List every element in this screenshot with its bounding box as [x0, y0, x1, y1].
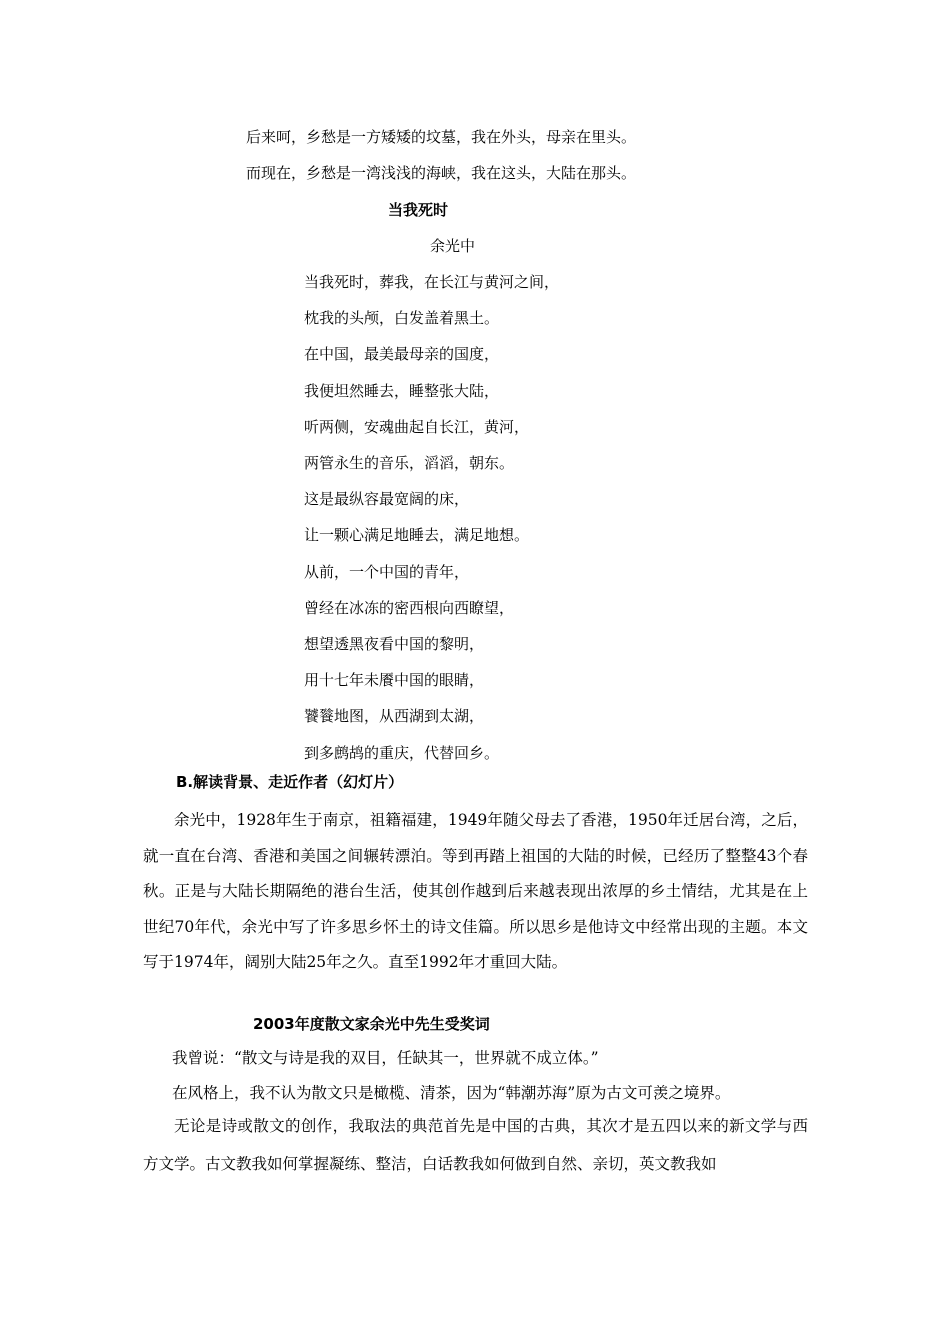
poem-title: 当我死时: [388, 201, 449, 219]
section-b-paragraph: 余光中，1928年生于南京，祖籍福建，1949年随父母去了香港，1950年迁居台湾，之后，就一直在台湾、香港和美国之间辗转漂泊。等到再踏上祖国的大陆的时候，已经历了整整43个春秋。正是与大陆长期隔绝的港台生活，使其创作越到后来越表现出浓厚的乡土情结，尤其是在上世纪70年代，余光中写了许多思乡怀土的诗文佳篇。所以思乡是他诗文中经常出现的主题。本文写于1974年，阔别大陆25年之久。直至1992年才重回大陆。: [143, 811, 808, 972]
intro-line-2: 而现在，乡愁是一湾浅浅的海峡，我在这头，大陆在那头。: [246, 164, 637, 182]
section-b-heading: B.解读背景、走近作者（幻灯片）: [176, 773, 404, 791]
poem-line: 让一颗心满足地睡去，满足地想。: [304, 526, 530, 545]
poem-line: 我便坦然睡去，睡整张大陆，: [304, 381, 500, 400]
poem-line: 用十七年未餍中国的眼睛，: [304, 671, 485, 690]
poem-line: 听两侧，安魂曲起自长江，黄河，: [304, 417, 530, 436]
poem-line: 两管永生的音乐，滔滔，朝东。: [304, 454, 515, 472]
poem-line: 饕餮地图，从西湖到太湖，: [304, 707, 485, 726]
speech-paragraph-1: 我曾说：“散文与诗是我的双目，任缺其一，世界就不成立体。”: [172, 1049, 599, 1067]
speech-paragraph-3: 无论是诗或散文的创作，我取法的典范首先是中国的古典，其次才是五四以来的新文学与西方文学。古文教我如何掌握凝练、整洁，白话教我如何做到自然、亲切，英文教我如: [143, 1117, 808, 1173]
poem-line: 枕我的头颅，白发盖着黑土。: [304, 309, 500, 328]
speech-title: 2003年度散文家余光中先生受奖词: [253, 1015, 490, 1033]
poem-line: 当我死时，葬我，在长江与黄河之间，: [304, 273, 560, 291]
poem-line: 到多鹧鸪的重庆，代替回乡。: [304, 743, 500, 762]
poem-line: 这是最纵容最宽阔的床，: [304, 490, 470, 509]
poem-author: 余光中: [430, 237, 476, 255]
poem-line: 曾经在冰冻的密西根向西瞭望，: [304, 598, 515, 617]
poem-line: 在中国，最美最母亲的国度，: [304, 345, 500, 364]
speech-paragraph-2: 在风格上，我不认为散文只是橄榄、清茶，因为“韩潮苏海”原为古文可羡之境界。: [172, 1084, 731, 1102]
poem-line: 想望透黑夜看中国的黎明，: [304, 635, 485, 653]
intro-line-1: 后来呵，乡愁是一方矮矮的坟墓，我在外头，母亲在里头。: [246, 128, 637, 146]
poem-line: 从前，一个中国的青年，: [304, 562, 470, 581]
